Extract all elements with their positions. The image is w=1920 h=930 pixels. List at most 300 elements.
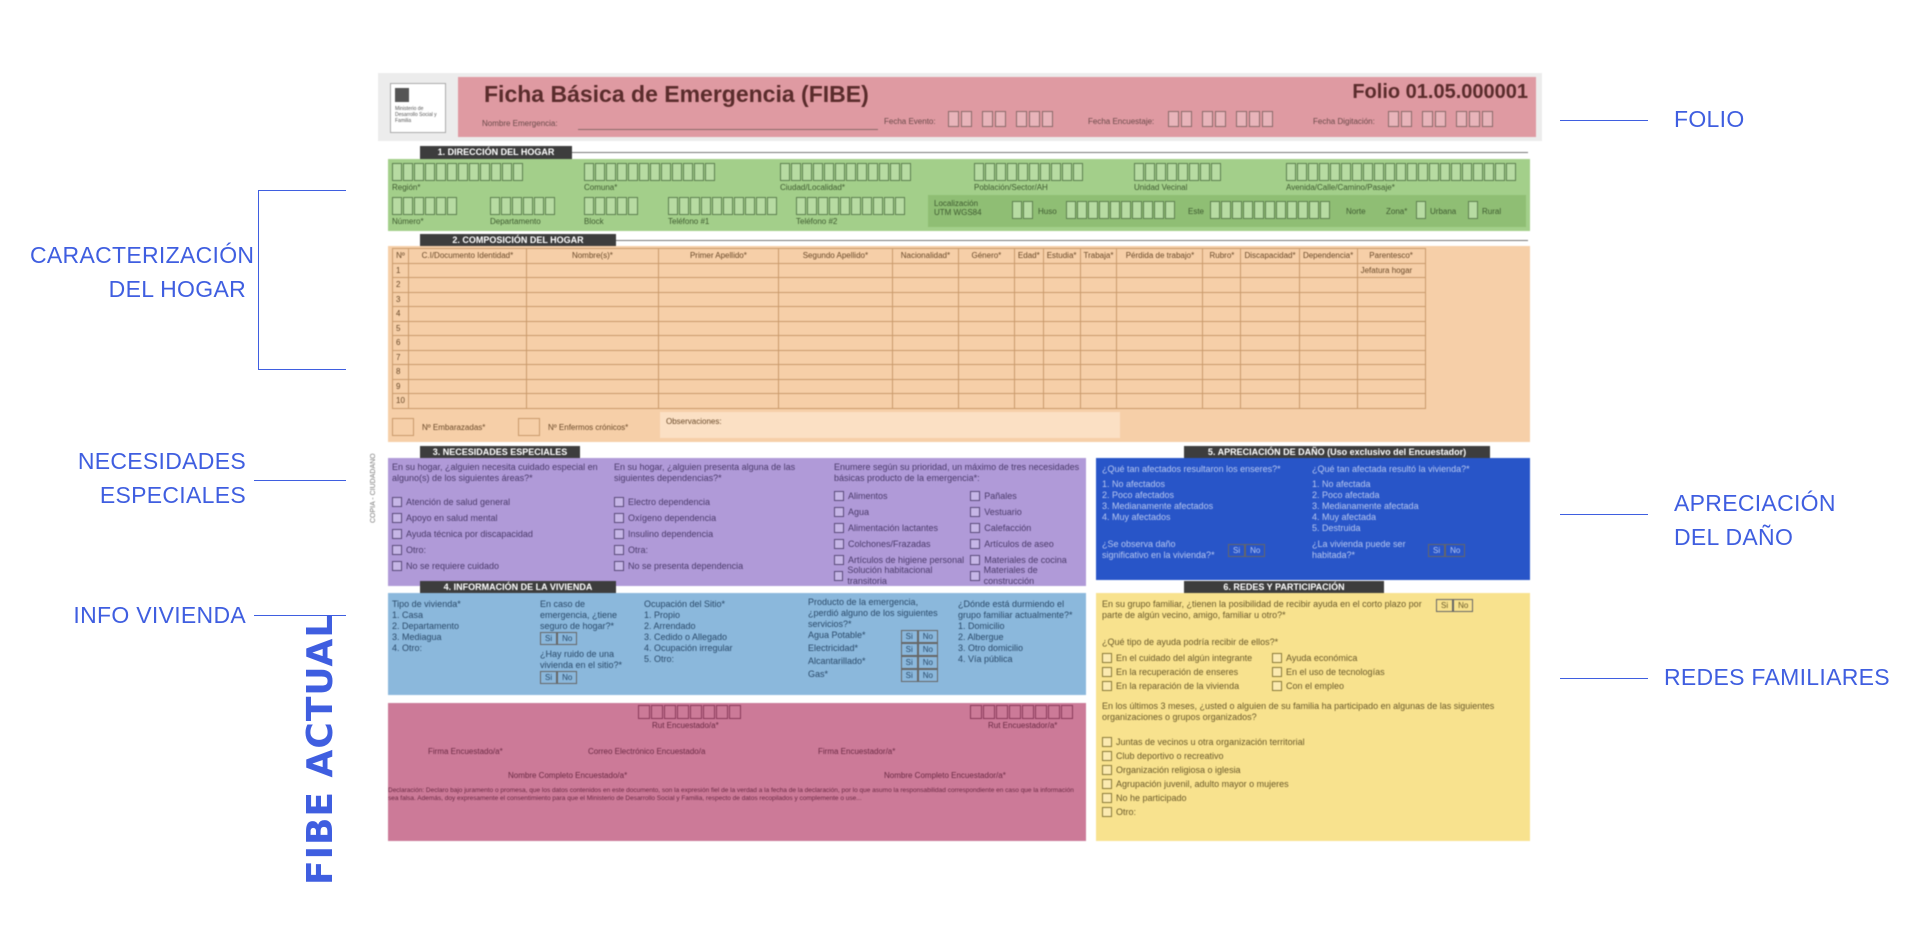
direccion-hogar-section [388,159,1530,231]
s3-col2 [614,462,824,574]
s6-q3-item[interactable]: Agrupación juvenil, adulto mayor o mujeres [1102,777,1305,791]
s3-q2: En su hogar, ¿alguien presenta alguna de las siguientes dependencias?* [614,462,796,483]
s5-q2: ¿Qué tan afectada resultó la vivienda?* [1312,464,1470,474]
vivienda-section [388,593,1086,695]
s5-q3: ¿Se observa daño significativo en la vivienda?* [1102,539,1215,560]
table-cell[interactable] [892,278,958,293]
table-header: Trabaja* [1080,249,1117,264]
este-input[interactable] [1066,201,1175,219]
field-telefono1: Teléfono #1 [668,217,710,226]
table-cell[interactable] [526,336,658,351]
block-boxes[interactable] [584,197,638,215]
table-cell[interactable] [892,263,958,278]
table-cell[interactable] [1014,394,1043,409]
table-cell[interactable] [1241,263,1299,278]
s3-q3: Enumere según su prioridad, un máximo de tres necesidades básicas producto de la emergencia*: [834,462,1080,483]
table-cell[interactable] [958,394,1014,409]
table-cell[interactable] [778,336,892,351]
table-cell[interactable] [1357,379,1425,394]
table-cell: 4 [393,307,409,322]
table-cell[interactable] [958,307,1014,322]
label-caracterizacion: CARACTERIZACIÓN DEL HOGAR [30,242,255,302]
s6-q3-item[interactable]: Juntas de vecinos u otra organización territorial [1102,735,1305,749]
table-header: Nombre(s)* [526,249,658,264]
table-cell[interactable] [1080,336,1117,351]
este-label: Este [1188,207,1205,216]
table-cell[interactable] [408,336,526,351]
s3-q2-item[interactable]: No se presenta dependencia [614,558,824,574]
table-cell[interactable] [526,394,658,409]
table-cell[interactable] [1241,321,1299,336]
table-cell[interactable] [1357,321,1425,336]
table-cell[interactable] [658,336,778,351]
table-cell[interactable] [658,394,778,409]
fecha-evento-boxes[interactable] [948,111,1053,127]
s3-q3-item[interactable]: Vestuario [970,504,1082,520]
table-cell[interactable] [1080,278,1117,293]
separator [428,152,1528,153]
table-cell[interactable] [408,350,526,365]
table-cell[interactable] [1241,278,1299,293]
s3-q2-item[interactable]: Oxígeno dependencia [614,510,824,526]
table-cell[interactable] [1203,365,1241,380]
urbana-checkbox[interactable] [1416,201,1426,219]
nombre-emergencia-label: Nombre Emergencia: [482,119,558,128]
table-cell[interactable] [1241,394,1299,409]
table-cell[interactable] [658,379,778,394]
table-cell[interactable] [1299,292,1357,307]
enfermos-box[interactable] [518,418,540,436]
observaciones-box[interactable] [660,412,1120,438]
table-cell[interactable] [958,365,1014,380]
s3-q3-item[interactable]: Artículos de aseo [970,536,1082,552]
table-cell[interactable] [1299,365,1357,380]
table-cell[interactable] [1299,379,1357,394]
table-cell[interactable] [958,379,1014,394]
table-cell[interactable] [1357,307,1425,322]
table-header: Estudia* [1043,249,1080,264]
table-cell[interactable] [1043,350,1080,365]
firmas-section [388,703,1086,841]
s5-q4-si-no[interactable]: Si No [1428,544,1465,557]
field-numero: Número* [392,217,424,226]
table-row [393,263,1426,278]
s3-q3-item[interactable]: Alimentación lactantes [834,520,964,536]
table-cell[interactable] [1117,321,1203,336]
table-cell[interactable] [658,292,778,307]
region-boxes[interactable] [392,163,523,181]
table-cell[interactable] [1043,292,1080,307]
table-cell[interactable] [526,263,658,278]
seguro-si-no[interactable]: Si No [540,632,577,645]
s3-q3-item[interactable]: Calefacción [970,520,1082,536]
section-2-title: 2. COMPOSICIÓN DEL HOGAR [420,234,616,247]
table-cell[interactable] [1299,278,1357,293]
rut2-boxes[interactable] [970,705,1073,719]
ciudad-boxes[interactable] [780,163,911,181]
table-cell[interactable] [1203,350,1241,365]
poblacion-boxes[interactable] [974,163,1083,181]
table-cell[interactable] [892,336,958,351]
table-cell[interactable] [1357,278,1425,293]
section-3-title: 3. NECESIDADES ESPECIALES [420,446,580,459]
s3-q3-item[interactable]: Solución habitacional transitoria [834,568,964,584]
firma2-label: Firma Encuestador/a* [818,747,896,756]
agua-si-no[interactable]: Si No [901,630,938,643]
s6-q2: ¿Qué tipo de ayuda podría recibir de ellos?* [1102,637,1279,647]
section-6-title: 6. REDES Y PARTICIPACIÓN [1184,581,1384,594]
table-cell[interactable] [1080,394,1117,409]
s6-q3-item[interactable]: Club deportivo o recreativo [1102,749,1305,763]
table-cell[interactable] [1043,278,1080,293]
s6-q2-item[interactable]: En el cuidado del algún integrante [1102,651,1252,665]
ministry-logo-icon: Ministerio de Desarrollo Social y Familia [390,83,446,133]
table-cell[interactable] [1043,365,1080,380]
table-cell[interactable] [778,321,892,336]
table-row [393,394,1426,409]
field-calle: Avenida/Calle/Camino/Pasaje* [1286,183,1395,192]
table-cell[interactable] [892,350,958,365]
table-cell[interactable] [1117,350,1203,365]
table-cell[interactable] [1241,365,1299,380]
fibe-form [370,73,1542,845]
section-1-title: 1. DIRECCIÓN DEL HOGAR [420,146,572,159]
table-cell[interactable] [1299,394,1357,409]
table-cell[interactable] [1241,307,1299,322]
norte-input[interactable] [1210,201,1330,219]
table-cell[interactable] [1203,379,1241,394]
table-cell[interactable] [1080,307,1117,322]
table-cell[interactable] [1043,307,1080,322]
table-cell[interactable] [1014,263,1043,278]
s3-q3-item[interactable]: Materiales de construcción [970,568,1082,584]
s3-q3-item[interactable]: Alimentos [834,488,964,504]
s3-q3-item[interactable]: Artículos de higiene personal [834,552,964,568]
table-cell[interactable] [526,307,658,322]
table-cell[interactable] [526,292,658,307]
table-cell[interactable] [1117,394,1203,409]
gas-si-no[interactable]: Si No [901,669,938,682]
table-cell[interactable] [1117,278,1203,293]
redes-section [1096,593,1530,841]
table-cell[interactable] [1043,321,1080,336]
telefono2-boxes[interactable] [796,197,905,215]
field-comuna: Comuna* [584,183,618,192]
table-cell[interactable] [1203,321,1241,336]
table-cell[interactable] [526,379,658,394]
table-cell[interactable] [1080,350,1117,365]
table-cell[interactable] [892,321,958,336]
zona-label: Zona* [1386,207,1408,216]
s3-col1 [392,462,602,574]
table-cell[interactable] [1203,278,1241,293]
table-cell[interactable] [408,365,526,380]
table-cell[interactable] [1241,379,1299,394]
s3-q3-item[interactable]: Colchones/Frazadas [834,536,964,552]
table-cell[interactable] [1014,321,1043,336]
s6-q1: En su grupo familiar, ¿tienen la posibilidad de recibir ayuda en el corto plazo por parte de algún vecino, amigo, familiar u otro?* [1102,599,1422,620]
table-cell[interactable] [958,336,1014,351]
table-cell[interactable] [892,292,958,307]
s5-q4: ¿La vivienda puede ser habitada?* [1312,539,1406,560]
folio-number: Folio 01.05.000001 [1352,81,1528,103]
table-cell[interactable] [778,394,892,409]
table-cell: 1 [393,263,409,278]
correo-label: Correo Electrónico Encuestado/a [588,747,706,756]
section-4-title: 4. INFORMACIÓN DE LA VIVIENDA [420,581,616,594]
line-apreciacion [1560,514,1648,515]
rural-label: Rural [1482,207,1502,216]
table-cell[interactable] [408,307,526,322]
table-cell[interactable] [1014,292,1043,307]
unidad-vecinal-boxes[interactable] [1134,163,1221,181]
label-folio: FOLIO [1674,106,1745,132]
table-cell[interactable] [1299,263,1357,278]
field-block: Block [584,217,604,226]
ocupacion-sitio: Ocupación del Sitio* 1. Propio 2. Arrendado 3. Cedido o Allegado 4. Ocupación irregular 5. Otro: [644,599,733,664]
table-cell[interactable] [778,379,892,394]
huso-boxes[interactable] [1012,201,1033,219]
table-cell[interactable] [1299,307,1357,322]
table-cell[interactable] [958,292,1014,307]
s3-q3-item[interactable]: Materiales de cocina [970,552,1082,568]
table-cell[interactable] [1203,307,1241,322]
table-cell[interactable] [958,321,1014,336]
table-cell[interactable] [1203,263,1241,278]
s6-q2-item[interactable]: Ayuda económica [1272,651,1385,665]
table-cell[interactable] [1014,365,1043,380]
necesidades-section [388,458,1086,586]
table-cell[interactable] [1203,292,1241,307]
label-necesidades: NECESIDADES ESPECIALES [77,448,246,508]
table-row [393,350,1426,365]
table-row [393,336,1426,351]
servicios: Producto de la emergencia, ¿perdió alguno de los siguientes servicios?* Agua Potable* Si No Electricidad* Si No Alcantarillado* Si No Gas* Si No [808,597,938,680]
s6-q3-item[interactable]: Organización religiosa o iglesia [1102,763,1305,777]
table-cell[interactable] [408,394,526,409]
field-region: Región* [392,183,421,192]
fecha-encuestaje-label: Fecha Encuestaje: [1088,117,1155,126]
s6-q1-si-no[interactable]: Si No [1436,599,1473,612]
table-cell[interactable] [1241,350,1299,365]
table-cell[interactable] [1357,350,1425,365]
table-cell[interactable] [658,350,778,365]
table-cell[interactable] [1299,336,1357,351]
table-cell[interactable] [408,263,526,278]
table-cell[interactable] [526,365,658,380]
table-cell[interactable] [1357,292,1425,307]
table-cell[interactable] [1080,365,1117,380]
field-unidad-vecinal: Unidad Vecinal [1134,183,1188,192]
table-cell[interactable] [1241,336,1299,351]
table-cell[interactable] [1299,350,1357,365]
form-title: Ficha Básica de Emergencia (FIBE) [484,81,869,107]
table-cell[interactable] [1080,379,1117,394]
table-cell[interactable] [658,321,778,336]
s3-q2-item[interactable]: Electro dependencia [614,494,824,510]
composicion-table [392,248,1426,409]
table-cell[interactable] [526,321,658,336]
s3-q1-item[interactable]: Ayuda técnica por discapacidad [392,526,602,542]
table-cell[interactable] [658,278,778,293]
table-cell[interactable] [1203,336,1241,351]
comuna-boxes[interactable] [584,163,715,181]
table-cell[interactable] [1014,336,1043,351]
table-cell[interactable] [526,278,658,293]
table-cell[interactable] [658,365,778,380]
s3-q1-item[interactable]: Apoyo en salud mental [392,510,602,526]
s5-q3-si-no[interactable]: Si No [1228,544,1265,557]
table-cell[interactable] [658,307,778,322]
table-cell[interactable] [1014,278,1043,293]
s5-col1 [1102,464,1302,561]
s3-q1-item[interactable]: Atención de salud general [392,494,602,510]
table-cell[interactable] [892,365,958,380]
s6-q2-col2 [1272,651,1385,693]
line-folio [1560,120,1648,121]
table-cell[interactable] [1357,394,1425,409]
s6-q2-item[interactable]: En el uso de tecnologías [1272,665,1385,679]
departamento-boxes[interactable] [490,197,555,215]
field-departamento: Departamento [490,217,541,226]
table-cell[interactable] [1299,321,1357,336]
s3-q2-item[interactable]: Insulino dependencia [614,526,824,542]
table-cell[interactable] [892,307,958,322]
embarazadas-label: Nº Embarazadas* [422,423,486,432]
s6-q3-item[interactable]: No he participado [1102,791,1305,805]
riesgo-si-no[interactable]: Si No [540,671,577,684]
table-header: Parentesco* [1357,249,1425,264]
table-cell[interactable] [1014,307,1043,322]
table-row [393,307,1426,322]
table-cell[interactable] [1117,365,1203,380]
table-cell[interactable] [1117,336,1203,351]
numero-boxes[interactable] [392,197,457,215]
table-cell[interactable] [408,292,526,307]
s6-q3-item[interactable]: Otro: [1102,805,1305,819]
urbana-label: Urbana [1430,207,1457,216]
table-cell[interactable] [892,379,958,394]
fecha-digitacion-boxes[interactable] [1388,111,1493,127]
table-cell[interactable] [658,263,778,278]
table-cell[interactable] [1117,379,1203,394]
firma1-label: Firma Encuestado/a* [428,747,503,756]
table-cell[interactable] [958,278,1014,293]
table-cell[interactable] [408,379,526,394]
fecha-encuestaje-boxes[interactable] [1168,111,1273,127]
table-cell[interactable] [778,365,892,380]
table-cell[interactable] [1117,263,1203,278]
table-cell[interactable] [778,263,892,278]
table-cell[interactable] [1080,292,1117,307]
s3-q1-item[interactable]: Otro: [392,542,602,558]
donde-duerme: ¿Dónde está durmiendo el grupo familiar actualmente?* 1. Domicilio 2. Albergue 3. Otro domicilio 4. Vía pública [958,599,1073,664]
table-cell[interactable] [526,350,658,365]
table-cell[interactable] [778,307,892,322]
rural-checkbox[interactable] [1468,201,1478,219]
s6-q2-item[interactable]: Con el empleo [1272,679,1385,693]
table-cell[interactable] [1241,292,1299,307]
fecha-digitacion-label: Fecha Digitación: [1313,117,1375,126]
table-cell[interactable] [778,350,892,365]
table-cell[interactable] [1117,307,1203,322]
table-cell[interactable] [1080,321,1117,336]
table-header: Pérdida de trabajo* [1117,249,1203,264]
alcantarillado-si-no[interactable]: Si No [901,656,938,669]
line-redes [1560,678,1648,679]
s6-q2-item[interactable]: En la reparación de la vivienda [1102,679,1252,693]
s5-q1: ¿Qué tan afectados resultaron los enseres?* [1102,464,1281,474]
table-cell[interactable] [1203,394,1241,409]
table-cell[interactable] [1043,379,1080,394]
table-cell[interactable] [408,278,526,293]
s3-q3-item[interactable]: Agua [834,504,964,520]
label-redes: REDES FAMILIARES [1664,664,1890,690]
table-header: Primer Apellido* [658,249,778,264]
table-cell[interactable] [1357,365,1425,380]
nombre1-label: Nombre Completo Encuestado/a* [508,771,628,780]
rut1-boxes[interactable] [638,705,741,719]
nombre-emergencia-line[interactable] [578,129,878,130]
table-cell[interactable]: Jefatura hogar [1357,263,1425,278]
table-cell: 5 [393,321,409,336]
localizacion-box [928,195,1526,227]
s5-q2-options: 1. No afectada 2. Poco afectada 3. Medianamente afectada 4. Muy afectada 5. Destruida [1312,479,1419,533]
seguro-hogar: En caso de emergencia, ¿tiene seguro de hogar?* Si No ¿Hay ruido de una vivienda en el sitio?* Si No [540,599,623,682]
table-cell: 10 [393,394,409,409]
table-row [393,379,1426,394]
line-necesidades [254,480,346,481]
table-cell[interactable] [408,321,526,336]
table-cell[interactable] [1043,263,1080,278]
field-telefono2: Teléfono #2 [796,217,838,226]
label-apreciacion: APRECIACIÓN DEL DAÑO [1674,490,1836,550]
table-header: Dependencia* [1299,249,1357,264]
telefono1-boxes[interactable] [668,197,777,215]
table-cell[interactable] [958,263,1014,278]
table-cell[interactable] [778,292,892,307]
copia-label: COPIA - CIUDADANO [370,453,377,523]
field-ciudad: Ciudad/Localidad* [780,183,845,192]
table-cell[interactable] [1117,292,1203,307]
table-cell: 8 [393,365,409,380]
table-cell[interactable] [958,350,1014,365]
table-header: Género* [958,249,1014,264]
table-cell[interactable] [1080,263,1117,278]
table-header: Rubro* [1203,249,1241,264]
table-row [393,278,1426,293]
embarazadas-box[interactable] [392,418,414,436]
table-cell[interactable] [1014,350,1043,365]
fecha-evento-label: Fecha Evento: [884,117,936,126]
table-cell[interactable] [778,278,892,293]
table-cell[interactable] [1043,394,1080,409]
electricidad-si-no[interactable]: Si No [901,643,938,656]
s3-q2-item[interactable]: Otra: [614,542,824,558]
table-cell[interactable] [892,394,958,409]
table-cell[interactable] [1043,336,1080,351]
table-cell[interactable] [1357,336,1425,351]
localizacion-label: Localización UTM WGS84 [934,199,982,217]
table-cell: 9 [393,379,409,394]
s3-q3-item[interactable]: Pañales [970,488,1082,504]
calle-boxes[interactable] [1286,163,1516,181]
s6-q2-item[interactable]: En la recuperación de enseres [1102,665,1252,679]
s3-q1-item[interactable]: No se requiere cuidado [392,558,602,574]
table-cell[interactable] [1014,379,1043,394]
enfermos-label: Nº Enfermos crónicos* [548,423,629,432]
bracket-bottom [258,369,346,370]
